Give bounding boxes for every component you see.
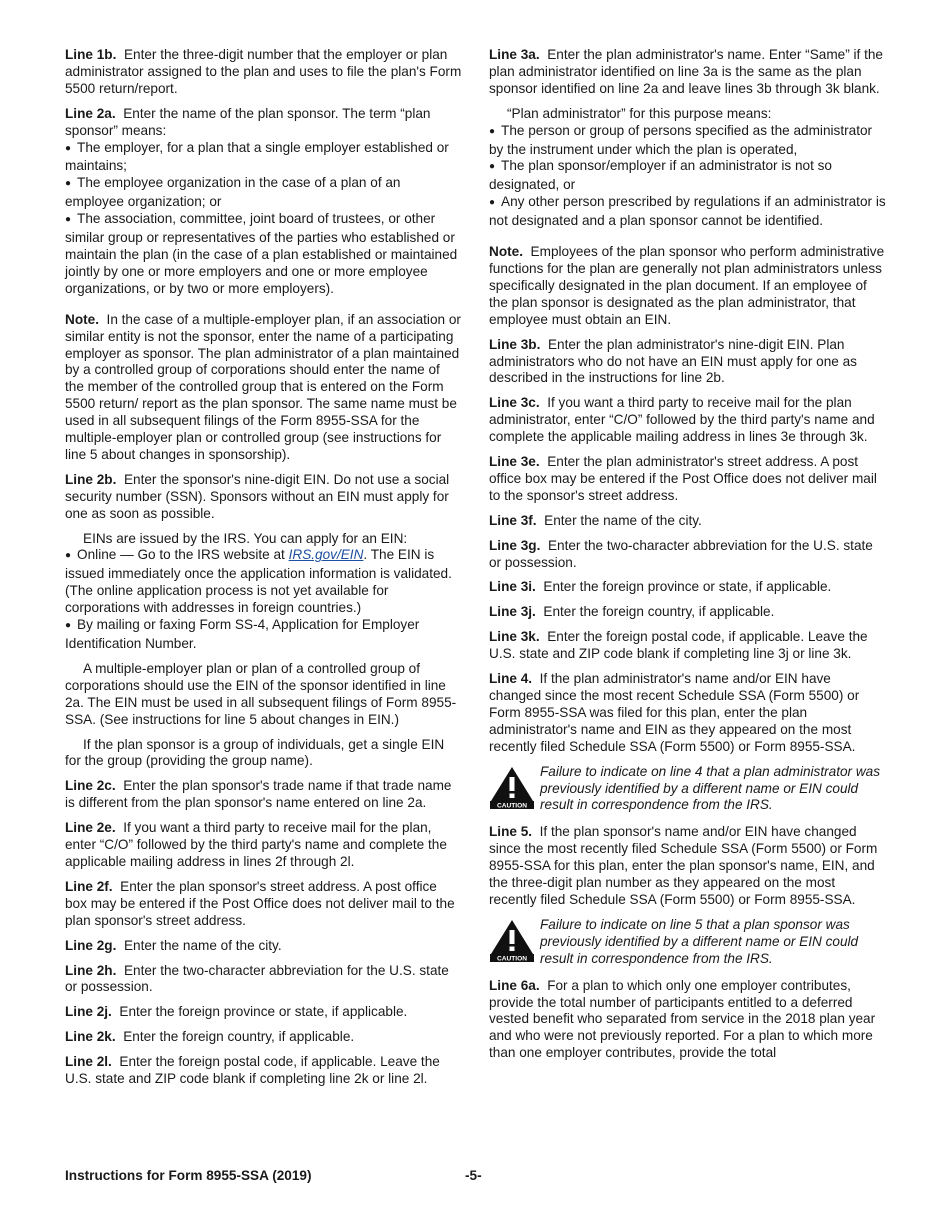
bullet-icon: ● [65, 550, 72, 562]
bullet-icon: ● [65, 142, 72, 154]
ein-paragraph-group-individuals: If the plan sponsor is a group of individuals, get a single EIN for the group (providing the group name). [65, 736, 445, 769]
line-5: Line 5. If the plan sponsor's name and/or EIN have changed since the most recently filed Schedule SSA (Form 5500) or Form 8955-SSA for this plan, enter the plan sponsor's name, EIN, and the three-digit plan number as they appeared on the most recently filed Schedule SSA (Form 5500) or Form 8955-SSA. [489, 824, 878, 907]
list-item: ● By mailing or faxing Form SS-4, Application for Employer Identification Number. [65, 617, 420, 651]
caution-word: CAUTION [496, 955, 528, 963]
list-item: ● The association, committee, joint board of trustees, or other similar group or representatives of the parties who established or maintain the plan (in the case of a plan established or maintained jointly by one or more employers and one or more employee organizations, or by two or more employers). [65, 211, 458, 296]
line-2e: Line 2e. If you want a third party to receive mail for the plan, enter “C/O” followed by the third party's name and complete the applicable mailing address in lines 2f through 2l. [65, 820, 447, 869]
caution-line-5 [489, 917, 886, 968]
list-item: ● Online — Go to the IRS website at IRS.gov/EIN. The EIN is issued immediately once the application information is validated. (The online application process is not yet available for corporations with addresses in foreign countries.) [65, 547, 452, 616]
ein-intro: EINs are issued by the IRS. You can apply for an EIN: [83, 530, 408, 546]
bullet-icon: ● [65, 178, 72, 190]
caution-text: Failure to indicate on line 4 that a plan administrator was previously identified by a different name or EIN could result in correspondence from the IRS. [540, 763, 881, 813]
left-column [65, 47, 462, 1096]
caution-icon [489, 919, 535, 963]
caution-text: Failure to indicate on line 5 that a plan sponsor was previously identified by a different name or EIN could result in correspondence from the IRS. [540, 916, 859, 966]
note-employees: Note. Employees of the plan sponsor who perform administrative functions for the plan are generally not plan administrators unless specifically designated in the plan document. If an employee of the plan sponsor is designated as the plan administrator, that employee must obtain an EIN. [489, 244, 885, 327]
footer-title: Instructions for Form 8955-SSA (2019) [65, 1168, 312, 1183]
note-multiple-employer: Note. In the case of a multiple-employer plan, if an association or similar entity is not the sponsor, enter the name of a participating employer as sponsor. The plan administrator of a plan maintained by a controlled group of corporations should enter the name of the member of the controlled group that is entered on the Form 5500 return/ report as the plan sponsor. The same name must be used in all subsequent filings of the Form 8955-SSA for the multiple-employer plan or controlled group (see instructions for line 5 about changes in sponsorship). [65, 311, 461, 462]
list-item: ● The plan sponsor/employer if an administrator is not so designated, or [489, 158, 832, 193]
line-3i: Line 3i. Enter the foreign province or state, if applicable. [489, 579, 832, 595]
plan-administrator-means: “Plan administrator” for this purpose means: [507, 105, 772, 121]
line-2a: Line 2a. Enter the name of the plan sponsor. The term “plan sponsor” means: [65, 105, 431, 138]
line-3k: Line 3k. Enter the foreign postal code, if applicable. Leave the U.S. state and ZIP code blank if completing line 3j or line 3k. [489, 629, 868, 662]
line-3e: Line 3e. Enter the plan administrator's street address. A post office box may be entered if the Post Office does not deliver mail to the sponsor's street address. [489, 454, 877, 503]
list-item: ● The employee organization in the case of a plan of an employee organization; or [65, 175, 401, 210]
line-2f: Line 2f. Enter the plan sponsor's street address. A post office box may be entered if the Post Office does not deliver mail to the plan sponsor's street address. [65, 878, 455, 928]
bullet-icon: ● [489, 161, 496, 173]
caution-line-4 [489, 764, 886, 815]
right-column [489, 47, 886, 1070]
bullet-icon: ● [489, 125, 496, 137]
ein-paragraph-controlled-group: A multiple-employer plan or plan of a controlled group of corporations should use the EIN of the sponsor identified in line 2a. The EIN must be used in all subsequent filings of Form 8955-SSA. (See instructions for line 5 about changes in EIN.) [65, 660, 457, 727]
irs-ein-link[interactable]: IRS.gov/EIN [288, 547, 364, 563]
bullet-icon: ● [65, 214, 72, 226]
page-number: -5- [465, 1168, 482, 1183]
line-3j: Line 3j. Enter the foreign country, if applicable. [489, 604, 775, 620]
line-2b: Line 2b. Enter the sponsor's nine-digit EIN. Do not use a social security number (SSN). Sponsors without an EIN must apply for one as soon as possible. [65, 471, 450, 521]
bullet-icon: ● [489, 197, 496, 209]
line-3f: Line 3f. Enter the name of the city. [489, 512, 702, 528]
line-2k: Line 2k. Enter the foreign country, if applicable. [65, 1029, 355, 1045]
line-1b: Line 1b. Enter the three-digit number that the employer or plan administrator assigned to the plan and uses to file the plan's Form 5500 return/report. [65, 47, 462, 96]
caution-word: CAUTION [496, 802, 528, 810]
list-item: ● Any other person prescribed by regulations if an administrator is not designated and a plan sponsor cannot be identified. [489, 194, 886, 229]
line-2g: Line 2g. Enter the name of the city. [65, 937, 282, 953]
line-2l: Line 2l. Enter the foreign postal code, if applicable. Leave the U.S. state and ZIP code blank if completing line 2k or line 2l. [65, 1054, 440, 1087]
line-2j: Line 2j. Enter the foreign province or state, if applicable. [65, 1004, 408, 1020]
line-4: Line 4. If the plan administrator's name and/or EIN have changed since the most recent Schedule SSA (Form 5500) or Form 8955-SSA was filed for this plan, enter the plan administrator's name and EIN as they appeared on the most recently filed Schedule SSA (Form 5500) or Form 8955-SSA. [489, 671, 860, 754]
line-3b: Line 3b. Enter the plan administrator's nine-digit EIN. Plan administrators who do not have an EIN must apply for one as described in the instructions for line 2b. [489, 336, 857, 386]
bullet-icon: ● [65, 620, 72, 632]
line-3a: Line 3a. Enter the plan administrator's name. Enter “Same” if the plan administrator identified on line 3a is the same as the plan sponsor identified on line 2a and leave lines 3b through 3k blank. [489, 47, 883, 96]
line-3c: Line 3c. If you want a third party to receive mail for the plan administrator, enter “C/O” followed by the third party's name and complete the applicable mailing address in lines 3e through 3k. [489, 395, 875, 445]
line-6a: Line 6a. For a plan to which only one employer contributes, provide the total number of participants entitled to a deferred vested benefit who separated from service in the 2018 plan year and who were not previously reported. For a plan to which more than one employer contributes, provide the total [489, 977, 876, 1061]
line-2h: Line 2h. Enter the two-character abbreviation for the U.S. state or possession. [65, 962, 449, 995]
list-item: ● The person or group of persons specified as the administrator by the instrument under which the plan is operated, [489, 122, 873, 157]
line-3g: Line 3g. Enter the two-character abbreviation for the U.S. state or possession. [489, 537, 873, 570]
line-2c: Line 2c. Enter the plan sponsor's trade name if that trade name is different from the plan sponsor's name entered on line 2a. [65, 778, 452, 811]
list-item: ● The employer, for a plan that a single employer established or maintains; [65, 139, 449, 174]
caution-icon [489, 766, 535, 810]
